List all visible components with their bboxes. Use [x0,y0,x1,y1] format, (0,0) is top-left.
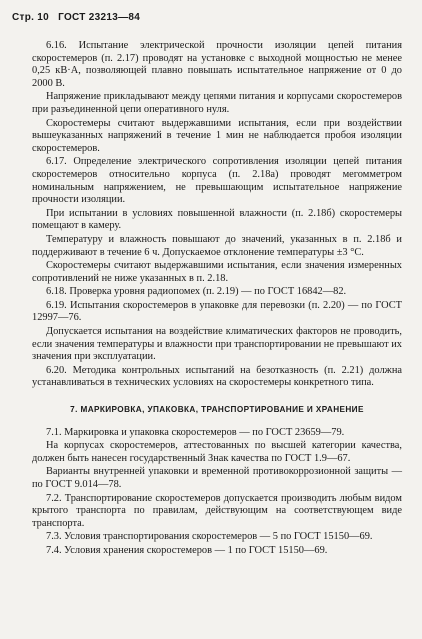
standard-code: ГОСТ 23213—84 [58,12,141,23]
paragraph-packaging-variants: Варианты внутренней упаковки и временной противокоррозионной защиты — по ГОСТ 9.014—78. [32,466,402,490]
paragraph-temperature-humidity: Температуру и влажность повышают до значений, указанных в п. 2.18б и поддерживают в течение 6 ч. Допускаемое отклонение температуры ±3 °С. [32,233,402,258]
paragraph-humidity-chamber: При испытании в условиях повышенной влажности (п. 2.18б) скоростемеры помещают в камеру. [32,207,402,232]
paragraph-6-18: 6.18. Проверка уровня радиопомех (п. 2.19) — по ГОСТ 16842—82. [46,286,347,298]
paragraph-voltage-application: Напряжение прикладывают между цепями питания и корпусами скоростемеров при разъединенной цепи оперативного нуля. [32,91,402,115]
paragraph-7-2: 7.2. Транспортирование скоростемеров допускается производить любым видом крытого транспорта по правилам, действующим на соответствующем виде транспорта. [32,492,402,529]
paragraph-climate-tests: Допускается испытания на воздействие климатических факторов не проводить, если значения температуры и влажности при транспортировании не превышают их значения при эксплуатации. [32,326,402,363]
paragraph-6-19: 6.19. Испытания скоростемеров в упаковке для перевозки (п. 2.20) — по ГОСТ 12997—76. [32,299,402,324]
paragraph-7-1: 7.1. Маркировка и упаковка скоростемеров — по ГОСТ 23659—79. [46,426,345,438]
document-body [32,40,402,559]
page-header [12,12,146,23]
paragraph-resistance-pass: Скоростемеры считают выдержавшими испытания, если значения измеренных сопротивлений не ниже указанных в п. 2.18. [32,260,402,284]
page-number: Стр. 10 [12,12,50,23]
paragraph-insulation-pass: Скоростемеры считают выдержавшими испытания, если при воздействии вышеуказанных напряжений в течение 1 мин не наблюдается пробоя изоляции скоростемеров. [32,117,402,154]
section-title: 7. МАРКИРОВКА, УПАКОВКА, ТРАНСПОРТИРОВАНИЕ И ХРАНЕНИЕ [70,405,364,415]
paragraph-7-3: 7.3. Условия транспортирования скоростемеров — 5 по ГОСТ 15150—69. [46,531,373,543]
paragraph-6-16: 6.16. Испытание электрической прочности изоляции цепей питания скоростемеров (п. 2.17) проводят на установке с выходной мощностью не менее 0,25 кВ·А, позволяющей плавно повышать испытательное напряжение от 0 до 2000 В. [32,40,402,89]
paragraph-quality-mark: На корпусах скоростемеров, аттестованных по высшей категории качества, должен быть нанесен государственный Знак качества по ГОСТ 1.9—67. [32,440,402,464]
paragraph-7-4: 7.4. Условия хранения скоростемеров — 1 по ГОСТ 15150—69. [46,544,328,556]
paragraph-6-20: 6.20. Методика контрольных испытаний на безотказность (п. 2.21) должна устанавливаться в технических условиях на скоростемеры конкретного типа. [32,364,402,389]
paragraph-6-17: 6.17. Определение электрического сопротивления изоляции цепей питания скоростемеров относительно корпуса (п. 2.18а) проводят мегомметром номинальным напряжением, не превышающим испытательное напряжение прочности изоляции. [32,156,402,206]
